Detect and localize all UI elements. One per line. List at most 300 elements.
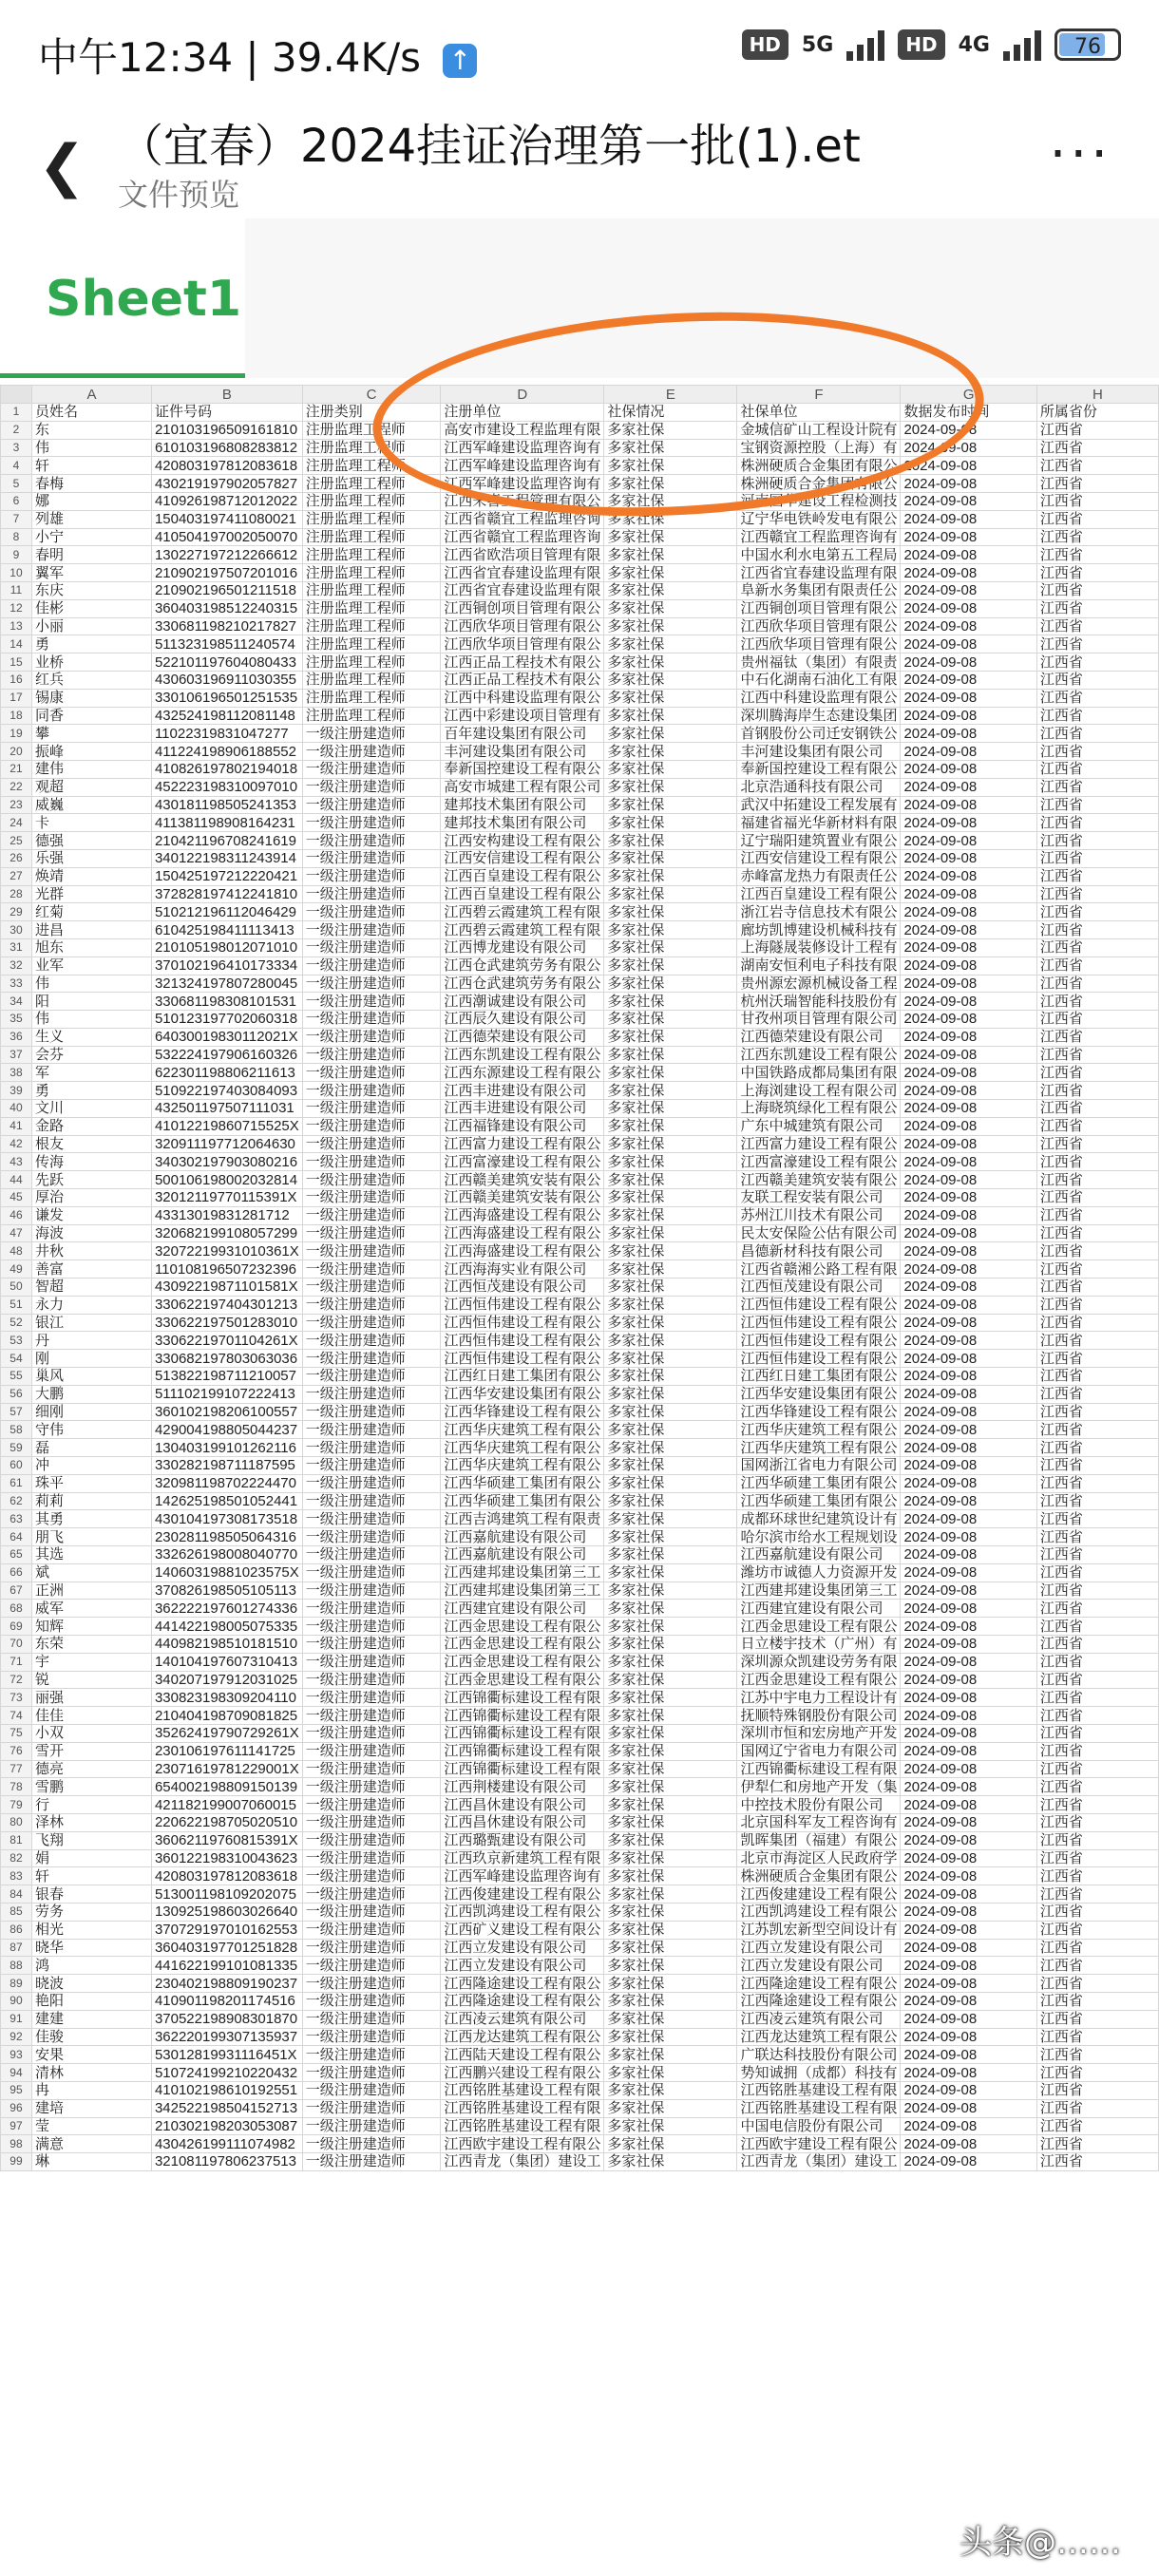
cell[interactable]: 多家社保 (604, 1796, 737, 1814)
cell[interactable]: 江西恒茂建设有限公司 (737, 1279, 901, 1297)
cell[interactable]: 甘孜州项目管理有限公司 (737, 1011, 901, 1029)
cell[interactable]: 2024-09-08 (901, 760, 1036, 778)
cell[interactable]: 江西省 (1036, 1474, 1158, 1492)
cell[interactable]: 2024-09-08 (901, 957, 1036, 975)
cell[interactable]: 2024-09-08 (901, 993, 1036, 1011)
cell[interactable]: 多家社保 (604, 1385, 737, 1403)
cell[interactable]: 34012219831124391​4 (151, 849, 302, 867)
cell[interactable]: 江西省 (1036, 1903, 1158, 1921)
cell[interactable]: 多家社保 (604, 457, 737, 475)
cell[interactable]: 江西德荣建设有限公司 (441, 1028, 604, 1046)
cell[interactable]: 33068219780306303​6 (151, 1350, 302, 1368)
row-number[interactable]: 49 (1, 1260, 32, 1279)
cell[interactable]: 多家社保 (604, 653, 737, 672)
cell[interactable]: 江西省 (1036, 1385, 1158, 1403)
cell[interactable]: 2024-09-08 (901, 1903, 1036, 1921)
cell[interactable]: 赤峰富龙热力有限责任公 (737, 867, 901, 885)
cell[interactable]: 浙江岩寺信息技术有限公 (737, 903, 901, 921)
cell[interactable]: 多家社保 (604, 1760, 737, 1778)
cell[interactable]: 数据发布时间 (901, 404, 1036, 422)
cell[interactable]: 江西铜创项目管理有限公 (737, 599, 901, 617)
row-number[interactable]: 44 (1, 1171, 32, 1189)
cell[interactable]: 一级注册建造师 (302, 1653, 441, 1671)
cell[interactable]: 国网辽宁省电力有限公司 (737, 1742, 901, 1760)
row-number[interactable]: 97 (1, 2117, 32, 2135)
cell[interactable]: 江西铭胜基建设工程有限 (441, 2099, 604, 2117)
cell[interactable]: 62230119880621161​3 (151, 1064, 302, 1082)
cell[interactable]: 一级注册建造师 (302, 1171, 441, 1189)
cell[interactable]: 多家社保 (604, 1064, 737, 1082)
cell[interactable]: 2024-09-08 (901, 1368, 1036, 1386)
cell[interactable]: 德亮 (31, 1760, 151, 1778)
cell[interactable]: 江西省 (1036, 743, 1158, 761)
cell[interactable]: 江西省 (1036, 1296, 1158, 1314)
cell[interactable]: 江西海盛建设工程有限公 (441, 1242, 604, 1260)
cell[interactable]: 2024-09-08 (901, 546, 1036, 564)
cell[interactable]: 2024-09-08 (901, 2028, 1036, 2046)
cell[interactable]: 江西省 (1036, 1046, 1158, 1064)
cell[interactable]: 多家社保 (604, 1492, 737, 1510)
cell[interactable]: 注册监理工程师 (302, 439, 441, 457)
cell[interactable]: 江西欣华项目管理有限公 (737, 635, 901, 653)
cell[interactable]: 注册单位 (441, 404, 604, 422)
cell[interactable]: 2024-09-08 (901, 1975, 1036, 1993)
cell[interactable]: 多家社保 (604, 1689, 737, 1707)
cell[interactable]: 一级注册建造师 (302, 1011, 441, 1029)
cell[interactable]: 艳阳 (31, 1992, 151, 2010)
cell[interactable]: 一级注册建造师 (302, 1206, 441, 1224)
cell[interactable]: 江西省 (1036, 707, 1158, 725)
cell[interactable]: 江西华庆建筑工程有限公 (737, 1439, 901, 1457)
cell[interactable]: 江西嘉航建设有限公司 (441, 1546, 604, 1564)
cell[interactable]: 2024-09-08 (901, 2099, 1036, 2117)
cell[interactable]: 53222419790616032​6 (151, 1046, 302, 1064)
cell[interactable]: 深圳源众凯建设劳务有限 (737, 1653, 901, 1671)
cell[interactable]: 观超 (31, 778, 151, 796)
row-number[interactable]: 37 (1, 1046, 32, 1064)
cell[interactable]: 一级注册建造师 (302, 1992, 441, 2010)
column-header[interactable]: F (737, 386, 901, 404)
cell[interactable]: 社保情况 (604, 404, 737, 422)
cell[interactable]: 一级注册建造师 (302, 1831, 441, 1849)
cell[interactable]: 2024-09-08 (901, 1510, 1036, 1528)
cell[interactable]: 中国水利水电第五工程局 (737, 546, 901, 564)
cell[interactable]: 注册监理工程师 (302, 599, 441, 617)
cell[interactable]: 江西正品工程技术有限公 (441, 653, 604, 672)
cell[interactable]: 2024-09-08 (901, 1332, 1036, 1350)
column-header[interactable]: A (31, 386, 151, 404)
cell[interactable]: 江西赣美建筑安装有限公 (737, 1171, 901, 1189)
cell[interactable]: 35262419790729261​X (151, 1724, 302, 1742)
cell[interactable]: 江西省 (1036, 1421, 1158, 1439)
cell[interactable]: 北京市海淀区人民政府学 (737, 1849, 901, 1867)
row-number[interactable]: 23 (1, 796, 32, 814)
cell[interactable]: 多家社保 (604, 492, 737, 510)
column-header[interactable]: D (441, 386, 604, 404)
cell[interactable]: 注册监理工程师 (302, 689, 441, 707)
cell[interactable]: 江西恒伟建设工程有限公 (441, 1350, 604, 1368)
cell[interactable]: 61042519841111341​3 (151, 921, 302, 939)
cell[interactable]: 守伟 (31, 1421, 151, 1439)
cell[interactable]: 多家社保 (604, 671, 737, 689)
row-number[interactable]: 20 (1, 743, 32, 761)
cell[interactable]: 其勇 (31, 1510, 151, 1528)
cell[interactable]: 44142219800507533​5 (151, 1618, 302, 1636)
cell[interactable]: 一级注册建造师 (302, 1618, 441, 1636)
cell[interactable]: 江西省 (1036, 635, 1158, 653)
cell[interactable]: 一级注册建造师 (302, 1510, 441, 1528)
cell[interactable]: 一级注册建造师 (302, 1778, 441, 1796)
cell[interactable]: 一级注册建造师 (302, 1385, 441, 1403)
cell[interactable]: 多家社保 (604, 1975, 737, 1993)
cell[interactable]: 佳佳 (31, 1707, 151, 1725)
cell[interactable]: 振峰 (31, 743, 151, 761)
cell[interactable]: 2024-09-08 (901, 2064, 1036, 2082)
row-number[interactable]: 55 (1, 1368, 32, 1386)
cell[interactable]: 一级注册建造师 (302, 760, 441, 778)
cell[interactable]: 江西省 (1036, 1546, 1158, 1564)
cell[interactable]: 多家社保 (604, 1439, 737, 1457)
row-number[interactable]: 90 (1, 1992, 32, 2010)
cell[interactable]: 注册监理工程师 (302, 457, 441, 475)
row-number[interactable]: 39 (1, 1082, 32, 1100)
cell[interactable]: 江西德荣建设有限公司 (737, 1028, 901, 1046)
cell[interactable]: 员姓名 (31, 404, 151, 422)
cell[interactable]: 2024-09-08 (901, 1778, 1036, 1796)
cell[interactable]: 一级注册建造师 (302, 993, 441, 1011)
cell[interactable]: 37282819741224181​0 (151, 885, 302, 903)
cell[interactable]: 江西锦衢标建设工程有限 (441, 1707, 604, 1725)
cell[interactable]: 伟 (31, 1011, 151, 1029)
cell[interactable]: 2024-09-08 (901, 1011, 1036, 1029)
cell[interactable]: 江西百皇建设工程有限公 (441, 867, 604, 885)
row-number[interactable]: 73 (1, 1689, 32, 1707)
cell[interactable]: 江西中彩建设项目管理有 (441, 707, 604, 725)
row-number[interactable]: 95 (1, 2081, 32, 2099)
cell[interactable]: 江西华庆建筑工程有限公 (737, 1421, 901, 1439)
cell[interactable]: 51092219740308409​3 (151, 1082, 302, 1100)
cell[interactable]: 江西富濠建设工程有限公 (441, 1153, 604, 1171)
cell[interactable]: 友联工程安装有限公司 (737, 1189, 901, 1207)
cell[interactable]: 2024-09-08 (901, 439, 1036, 457)
cell[interactable]: 多家社保 (604, 2135, 737, 2153)
cell[interactable]: 多家社保 (604, 1206, 737, 1224)
cell[interactable]: 21030219820305308​7 (151, 2117, 302, 2135)
cell[interactable]: 多家社保 (604, 1296, 737, 1314)
cell[interactable]: 江西恒伟建设工程有限公 (737, 1350, 901, 1368)
cell[interactable]: 一级注册建造师 (302, 1403, 441, 1421)
cell[interactable]: 一级注册建造师 (302, 885, 441, 903)
row-number[interactable]: 3 (1, 439, 32, 457)
cell[interactable]: 东庆 (31, 581, 151, 599)
cell[interactable]: 江西碧云霞建筑工程有限 (441, 921, 604, 939)
cell[interactable]: 多家社保 (604, 1867, 737, 1885)
cell[interactable]: 2024-09-08 (901, 1653, 1036, 1671)
cell[interactable]: 轩 (31, 1867, 151, 1885)
row-number[interactable]: 67 (1, 1582, 32, 1600)
cell[interactable]: 多家社保 (604, 867, 737, 885)
cell[interactable]: 江西省赣湘公路工程有限 (737, 1260, 901, 1279)
cell[interactable]: 一级注册建造师 (302, 1279, 441, 1297)
cell[interactable]: 攀 (31, 725, 151, 743)
cell[interactable]: 江西华硕建工集团有限公 (441, 1474, 604, 1492)
cell[interactable]: 多家社保 (604, 1546, 737, 1564)
cell[interactable]: 注册监理工程师 (302, 492, 441, 510)
cell[interactable]: 多家社保 (604, 1046, 737, 1064)
cell[interactable]: 一级注册建造师 (302, 1117, 441, 1135)
cell[interactable]: 一级注册建造师 (302, 921, 441, 939)
cell[interactable]: 江西省 (1036, 1760, 1158, 1778)
cell[interactable]: 多家社保 (604, 421, 737, 439)
cell[interactable]: 2024-09-08 (901, 1314, 1036, 1332)
cell[interactable]: 江西省 (1036, 1796, 1158, 1814)
cell[interactable]: 一级注册建造师 (302, 1296, 441, 1314)
cell[interactable]: 莉莉 (31, 1492, 151, 1510)
cell[interactable]: 株洲硬质合金集团有限公 (737, 1867, 901, 1885)
cell[interactable]: 江西省 (1036, 528, 1158, 546)
cell[interactable]: 乐强 (31, 849, 151, 867)
cell[interactable]: 21040419870908182​5 (151, 1707, 302, 1725)
cell[interactable]: 多家社保 (604, 2010, 737, 2028)
cell[interactable]: 江西省 (1036, 1724, 1158, 1742)
row-number[interactable]: 4 (1, 457, 32, 475)
cell[interactable]: 江西锦衢标建设工程有限 (441, 1760, 604, 1778)
row-number[interactable]: 77 (1, 1760, 32, 1778)
cell[interactable]: 江西省 (1036, 2081, 1158, 2099)
cell[interactable]: 64030019830112021​X (151, 1028, 302, 1046)
cell[interactable]: 清林 (31, 2064, 151, 2082)
cell[interactable]: 大鹏 (31, 1385, 151, 1403)
row-number[interactable]: 85 (1, 1903, 32, 1921)
cell[interactable]: 2024-09-08 (901, 581, 1036, 599)
cell[interactable]: 21010319650916181​0 (151, 421, 302, 439)
cell[interactable]: 江西省 (1036, 832, 1158, 850)
cell[interactable]: 33082319830920411​0 (151, 1689, 302, 1707)
cell[interactable]: 廊坊凯博建设机械科技有 (737, 921, 901, 939)
cell[interactable]: 一级注册建造师 (302, 1046, 441, 1064)
cell[interactable]: 江西省 (1036, 1117, 1158, 1135)
row-number[interactable]: 54 (1, 1350, 32, 1368)
row-number[interactable]: 33 (1, 975, 32, 993)
row-number[interactable]: 2 (1, 421, 32, 439)
cell[interactable]: 2024-09-08 (901, 1242, 1036, 1260)
cell[interactable]: 江西欣华项目管理有限公 (441, 635, 604, 653)
cell[interactable]: 多家社保 (604, 849, 737, 867)
row-number[interactable]: 60 (1, 1457, 32, 1475)
cell[interactable]: 江西仓武建筑劳务有限公 (441, 975, 604, 993)
more-options-icon[interactable]: ··· (1049, 123, 1112, 185)
cell[interactable]: 琳 (31, 2153, 151, 2171)
cell[interactable]: 江西省 (1036, 1135, 1158, 1153)
row-number[interactable]: 16 (1, 671, 32, 689)
cell[interactable]: 国网浙江省电力有限公司 (737, 1457, 901, 1475)
cell[interactable]: 多家社保 (604, 1582, 737, 1600)
cell[interactable]: 广联达科技股份有限公司 (737, 2046, 901, 2064)
cell[interactable]: 成都环球世纪建筑设计有 (737, 1510, 901, 1528)
cell[interactable]: 江西省 (1036, 796, 1158, 814)
row-number[interactable]: 89 (1, 1975, 32, 1993)
cell[interactable]: 多家社保 (604, 689, 737, 707)
cell[interactable]: 江西省 (1036, 921, 1158, 939)
cell[interactable]: 江西省 (1036, 546, 1158, 564)
cell[interactable]: 多家社保 (604, 1528, 737, 1546)
cell[interactable]: 一级注册建造师 (302, 1635, 441, 1653)
cell[interactable]: 永力 (31, 1296, 151, 1314)
cell[interactable]: 一级注册建造师 (302, 1064, 441, 1082)
cell[interactable]: 江西锦衢标建设工程有限 (441, 1724, 604, 1742)
cell[interactable]: 江西海海实业有限公司 (441, 1260, 604, 1279)
row-number[interactable]: 75 (1, 1724, 32, 1742)
cell[interactable]: 多家社保 (604, 1707, 737, 1725)
cell[interactable]: 江西省 (1036, 492, 1158, 510)
cell[interactable]: 2024-09-08 (901, 1385, 1036, 1403)
cell[interactable]: 2024-09-08 (901, 849, 1036, 867)
cell[interactable]: 江西省 (1036, 1279, 1158, 1297)
cell[interactable]: 2024-09-08 (901, 921, 1036, 939)
cell[interactable]: 江西省 (1036, 2010, 1158, 2028)
cell[interactable]: 江西军峰建设监理咨询有 (441, 475, 604, 493)
cell[interactable]: 江西省 (1036, 1689, 1158, 1707)
cell[interactable]: 江西金思建设工程有限公 (737, 1671, 901, 1689)
cell[interactable]: 多家社保 (604, 635, 737, 653)
cell[interactable]: 32012119770115391​X (151, 1189, 302, 1207)
cell[interactable]: 2024-09-08 (901, 707, 1036, 725)
cell[interactable]: 一级注册建造师 (302, 1368, 441, 1386)
cell[interactable]: 江西隆途建设工程有限公 (737, 1992, 901, 2010)
cell[interactable]: 2024-09-08 (901, 1224, 1036, 1242)
cell[interactable]: 2024-09-08 (901, 1528, 1036, 1546)
cell[interactable]: 奉新国控建设工程有限公 (441, 760, 604, 778)
row-number[interactable]: 65 (1, 1546, 32, 1564)
cell[interactable]: 多家社保 (604, 743, 737, 761)
cell[interactable]: 2024-09-08 (901, 617, 1036, 635)
cell[interactable]: 2024-09-08 (901, 814, 1036, 832)
cell[interactable]: 23028119850506431​6 (151, 1528, 302, 1546)
cell[interactable]: 23040219880919023​7 (151, 1975, 302, 1993)
cell[interactable]: 贵州源宏源机械设备工程 (737, 975, 901, 993)
cell[interactable]: 34020719791203102​5 (151, 1671, 302, 1689)
cell[interactable]: 多家社保 (604, 1117, 737, 1135)
cell[interactable]: 江西凯鸿建设工程有限公 (737, 1903, 901, 1921)
row-number[interactable]: 69 (1, 1618, 32, 1636)
cell[interactable]: 丰河建设集团有限公司 (737, 743, 901, 761)
cell[interactable]: 威军 (31, 1600, 151, 1618)
cell[interactable]: 32091119771206463​0 (151, 1135, 302, 1153)
cell[interactable]: 江西省 (1036, 2064, 1158, 2082)
cell[interactable]: 2024-09-08 (901, 1831, 1036, 1849)
row-number[interactable]: 78 (1, 1778, 32, 1796)
cell[interactable]: 江西省 (1036, 1028, 1158, 1046)
cell[interactable]: 江西建邦建设集团第三工 (441, 1582, 604, 1600)
cell[interactable]: 江西锦衢标建设工程有限 (441, 1689, 604, 1707)
row-number[interactable]: 38 (1, 1064, 32, 1082)
cell[interactable]: 井秋 (31, 1242, 151, 1260)
cell[interactable]: 江西辰久建设有限公司 (441, 1011, 604, 1029)
cell[interactable]: 51132319851124057​4 (151, 635, 302, 653)
cell[interactable]: 2024-09-08 (901, 1724, 1036, 1742)
cell[interactable]: 32108119780623751​3 (151, 2153, 302, 2171)
cell[interactable]: 36010219820610055​7 (151, 1403, 302, 1421)
cell[interactable]: 江西隆途建设工程有限公 (737, 1975, 901, 1993)
cell[interactable]: 2024-09-08 (901, 885, 1036, 903)
cell[interactable]: 江西锦衢标建设工程有限 (737, 1760, 901, 1778)
cell[interactable]: 2024-09-08 (901, 975, 1036, 993)
cell[interactable]: 一级注册建造师 (302, 1600, 441, 1618)
cell[interactable]: 37082619850510511​3 (151, 1582, 302, 1600)
sheet-grid[interactable] (0, 385, 1159, 2171)
cell[interactable]: 多家社保 (604, 938, 737, 957)
cell[interactable]: 41092619871201202​2 (151, 492, 302, 510)
cell[interactable]: 宇 (31, 1653, 151, 1671)
cell[interactable]: 中控技术股份有限公司 (737, 1796, 901, 1814)
cell[interactable]: 泽林 (31, 1813, 151, 1831)
cell[interactable]: 2024-09-08 (901, 1618, 1036, 1636)
cell[interactable]: 多家社保 (604, 1618, 737, 1636)
cell[interactable]: 一级注册建造师 (302, 1867, 441, 1885)
cell[interactable]: 江西东源建设工程有限公 (441, 1064, 604, 1082)
cell[interactable]: 37052219890830187​0 (151, 2010, 302, 2028)
cell[interactable]: 2024-09-08 (901, 1350, 1036, 1368)
cell[interactable]: 一级注册建造师 (302, 2028, 441, 2046)
cell[interactable]: 多家社保 (604, 1011, 737, 1029)
row-number[interactable]: 72 (1, 1671, 32, 1689)
cell[interactable]: 多家社保 (604, 1635, 737, 1653)
cell[interactable]: 一级注册建造师 (302, 1957, 441, 1975)
cell[interactable]: 江西铭胜基建设工程有限 (441, 2117, 604, 2135)
cell[interactable]: 江西青龙（集团）建设工 (737, 2153, 901, 2171)
cell[interactable]: 建伟 (31, 760, 151, 778)
cell[interactable]: 37010219641017333​4 (151, 957, 302, 975)
cell[interactable]: 江西省 (1036, 1171, 1158, 1189)
tab-sheet1[interactable] (0, 218, 245, 378)
cell[interactable]: 江西省 (1036, 1582, 1158, 1600)
cell[interactable]: 一级注册建造师 (302, 867, 441, 885)
cell[interactable]: 13092519860302664​0 (151, 1903, 302, 1921)
cell[interactable]: 一级注册建造师 (302, 1707, 441, 1725)
cell[interactable]: 红菊 (31, 903, 151, 921)
cell[interactable]: 多家社保 (604, 1474, 737, 1492)
cell[interactable]: 巢风 (31, 1368, 151, 1386)
cell[interactable]: 多家社保 (604, 832, 737, 850)
cell[interactable]: 江西吉鸿建筑工程有限责 (441, 1510, 604, 1528)
cell[interactable]: 珠平 (31, 1474, 151, 1492)
row-number[interactable]: 84 (1, 1885, 32, 1904)
cell[interactable]: 冉 (31, 2081, 151, 2099)
cell[interactable]: 江西省 (1036, 1671, 1158, 1689)
cell[interactable]: 厚治 (31, 1189, 151, 1207)
cell[interactable]: 中石化湖南石油化工有限 (737, 671, 901, 689)
cell[interactable]: 江西省 (1036, 1189, 1158, 1207)
cell[interactable]: 多家社保 (604, 1332, 737, 1350)
cell[interactable]: 多家社保 (604, 1153, 737, 1171)
cell[interactable]: 多家社保 (604, 510, 737, 528)
cell[interactable]: 江西省 (1036, 1260, 1158, 1279)
cell[interactable]: 中国电信股份有限公司 (737, 2117, 901, 2135)
cell[interactable]: 江西省 (1036, 2028, 1158, 2046)
cell[interactable]: 2024-09-08 (901, 1189, 1036, 1207)
cell[interactable]: 江西省 (1036, 457, 1158, 475)
cell[interactable]: 多家社保 (604, 975, 737, 993)
cell[interactable]: 21010519801207101​0 (151, 938, 302, 957)
cell[interactable]: 多家社保 (604, 1421, 737, 1439)
cell[interactable]: 2024-09-08 (901, 1582, 1036, 1600)
cell[interactable]: 一级注册建造师 (302, 2153, 441, 2171)
cell[interactable]: 多家社保 (604, 1350, 737, 1368)
cell[interactable]: 多家社保 (604, 1957, 737, 1975)
cell[interactable]: 多家社保 (604, 885, 737, 903)
cell[interactable]: 13040319910126211​6 (151, 1439, 302, 1457)
row-number[interactable]: 34 (1, 993, 32, 1011)
